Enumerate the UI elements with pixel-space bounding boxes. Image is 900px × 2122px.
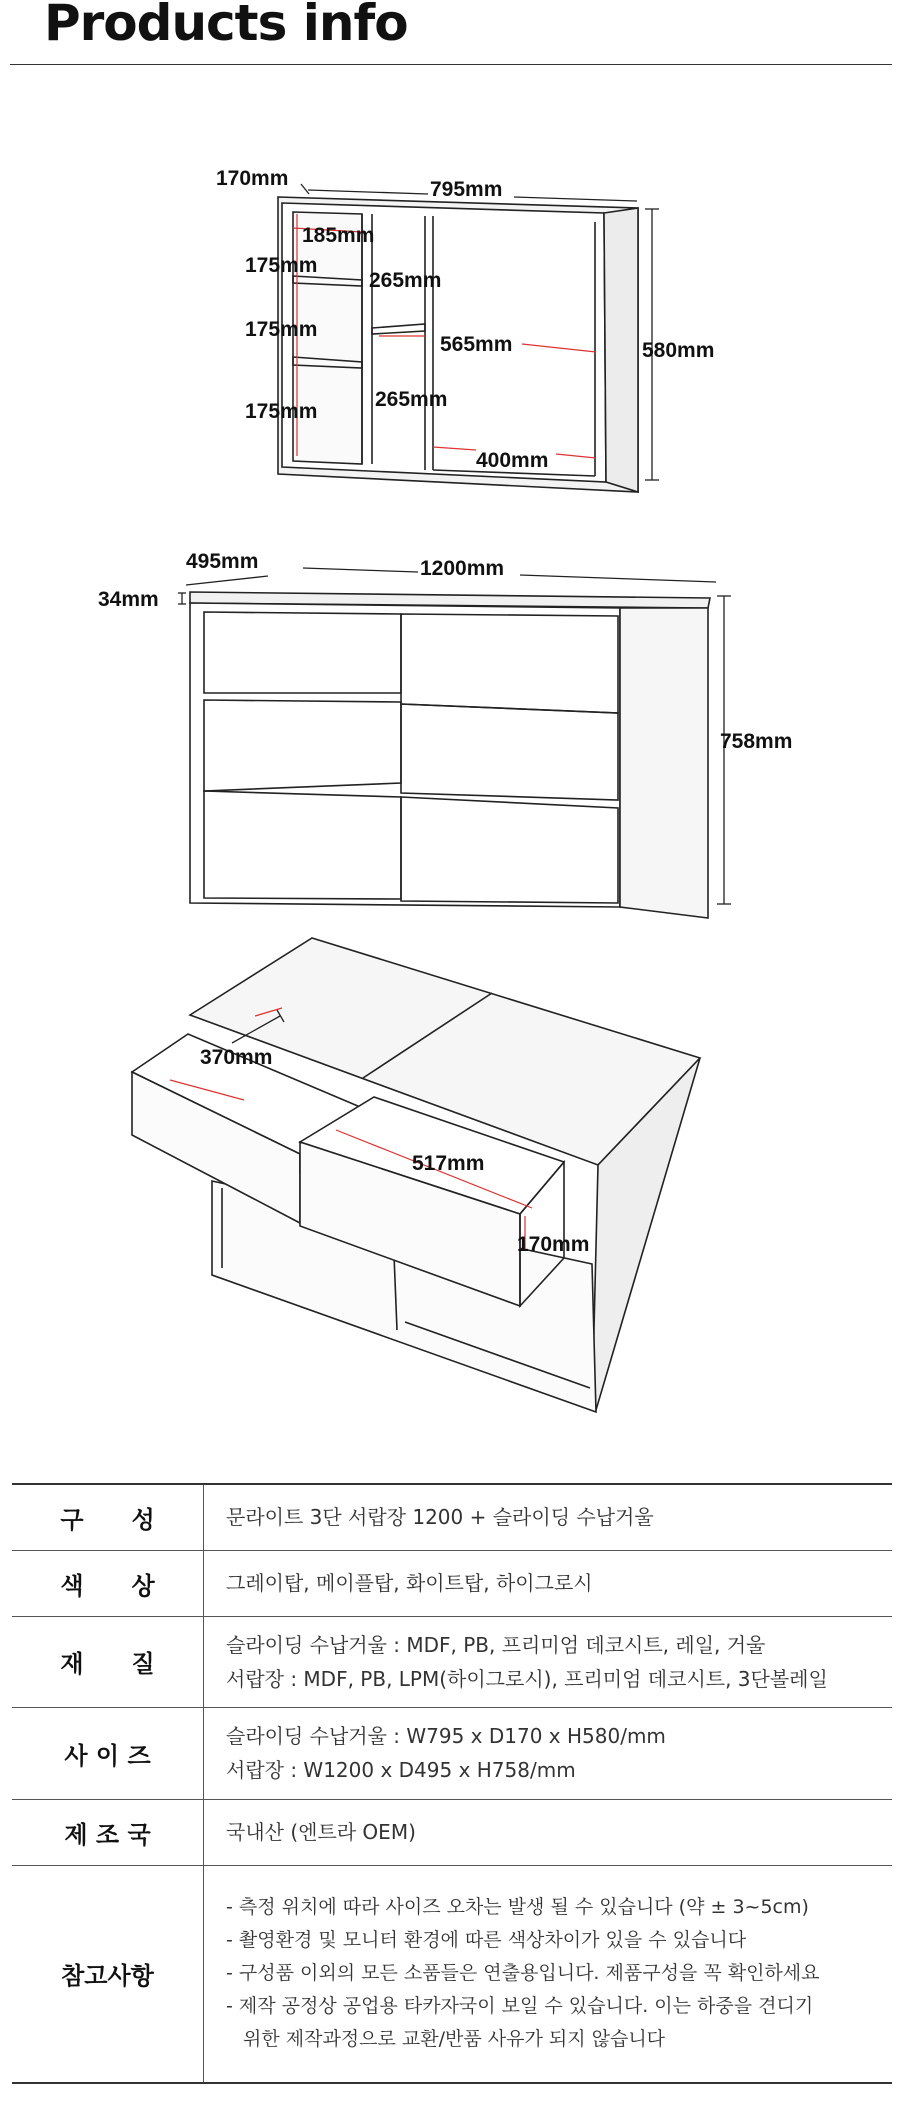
note-item: - 제작 공정상 공업용 타카자국이 보일 수 있습니다. 이는 하중을 견디기 <box>226 1995 814 2018</box>
dim-dresser-top-thickness: 34mm <box>98 588 159 611</box>
dim-drawer-depth-small: 370mm <box>200 1046 273 1069</box>
page-title: Products info <box>44 0 408 52</box>
spec-label: 제 조 국 <box>12 1799 204 1865</box>
spec-line: 그레이탑, 메이플탑, 화이트탑, 하이그로시 <box>226 1571 593 1595</box>
spec-line: 서랍장 : W1200 x D495 x H758/mm <box>226 1758 576 1782</box>
dim-mirror-shelf-1: 175mm <box>245 254 318 277</box>
product-spec-table <box>12 1483 892 2084</box>
spec-line: 서랍장 : MDF, PB, LPM(하이그로시), 프리미엄 데코시트, 3단볼레일 <box>226 1666 828 1691</box>
dim-mirror-depth: 170mm <box>216 167 289 190</box>
spec-row-composition <box>12 1484 892 1550</box>
spec-row-origin <box>12 1799 892 1865</box>
spec-value <box>204 1865 893 2083</box>
dim-drawer-width-inner: 517mm <box>412 1152 485 1175</box>
dim-drawer-height-inner: 170mm <box>517 1233 590 1256</box>
spec-label: 재 질 <box>12 1616 204 1707</box>
spec-value <box>204 1484 893 1550</box>
dim-dresser-height: 758mm <box>720 730 793 753</box>
spec-label: 색 상 <box>12 1550 204 1616</box>
dim-mirror-mid-lower: 265mm <box>375 388 448 411</box>
note-item: - 측정 위치에 따라 사이즈 오차는 발생 될 수 있습니다 (약 ± 3~5cm) <box>226 1896 809 1919</box>
spec-row-material <box>12 1616 892 1707</box>
dim-mirror-shelf-top: 185mm <box>302 224 375 247</box>
spec-value <box>204 1707 893 1799</box>
spec-label: 사 이 즈 <box>12 1707 204 1799</box>
dresser-front-drawing <box>190 592 710 918</box>
spec-label: 참고사항 <box>12 1865 204 2083</box>
dim-mirror-shelf-2: 175mm <box>245 318 318 341</box>
spec-line: 슬라이딩 수납거울 : W795 x D170 x H580/mm <box>226 1724 666 1748</box>
spec-value <box>204 1550 893 1616</box>
spec-row-size <box>12 1707 892 1799</box>
dresser-perspective-drawing <box>132 938 700 1412</box>
spec-line: 국내산 (엔트라 OEM) <box>226 1820 416 1844</box>
dim-mirror-mid-upper: 265mm <box>369 269 442 292</box>
dim-mirror-width: 795mm <box>430 178 503 201</box>
dim-dresser-width: 1200mm <box>420 557 505 580</box>
spec-value <box>204 1799 893 1865</box>
note-item: - 촬영환경 및 모니터 환경에 따른 색상차이가 있을 수 있습니다 <box>226 1929 747 1952</box>
dim-dresser-depth: 495mm <box>186 550 259 573</box>
dim-mirror-shelf-3: 175mm <box>245 400 318 423</box>
note-item: - 구성품 이외의 모든 소품들은 연출용입니다. 제품구성을 꼭 확인하세요 <box>226 1962 820 1985</box>
spec-label: 구 성 <box>12 1484 204 1550</box>
spec-line: 슬라이딩 수납거울 : MDF, PB, 프리미엄 데코시트, 레일, 거울 <box>226 1632 766 1657</box>
spec-line: 문라이트 3단 서랍장 1200 + 슬라이딩 수납거울 <box>226 1505 654 1530</box>
dim-mirror-inner-width: 565mm <box>440 333 513 356</box>
dim-mirror-height: 580mm <box>642 339 715 362</box>
dim-mirror-bottom-width: 400mm <box>476 449 549 472</box>
spec-value <box>204 1616 893 1707</box>
spec-row-notes <box>12 1865 892 2083</box>
note-item: 위한 제작과정으로 교환/반품 사유가 되지 않습니다 <box>243 2028 666 2051</box>
spec-row-color <box>12 1550 892 1616</box>
